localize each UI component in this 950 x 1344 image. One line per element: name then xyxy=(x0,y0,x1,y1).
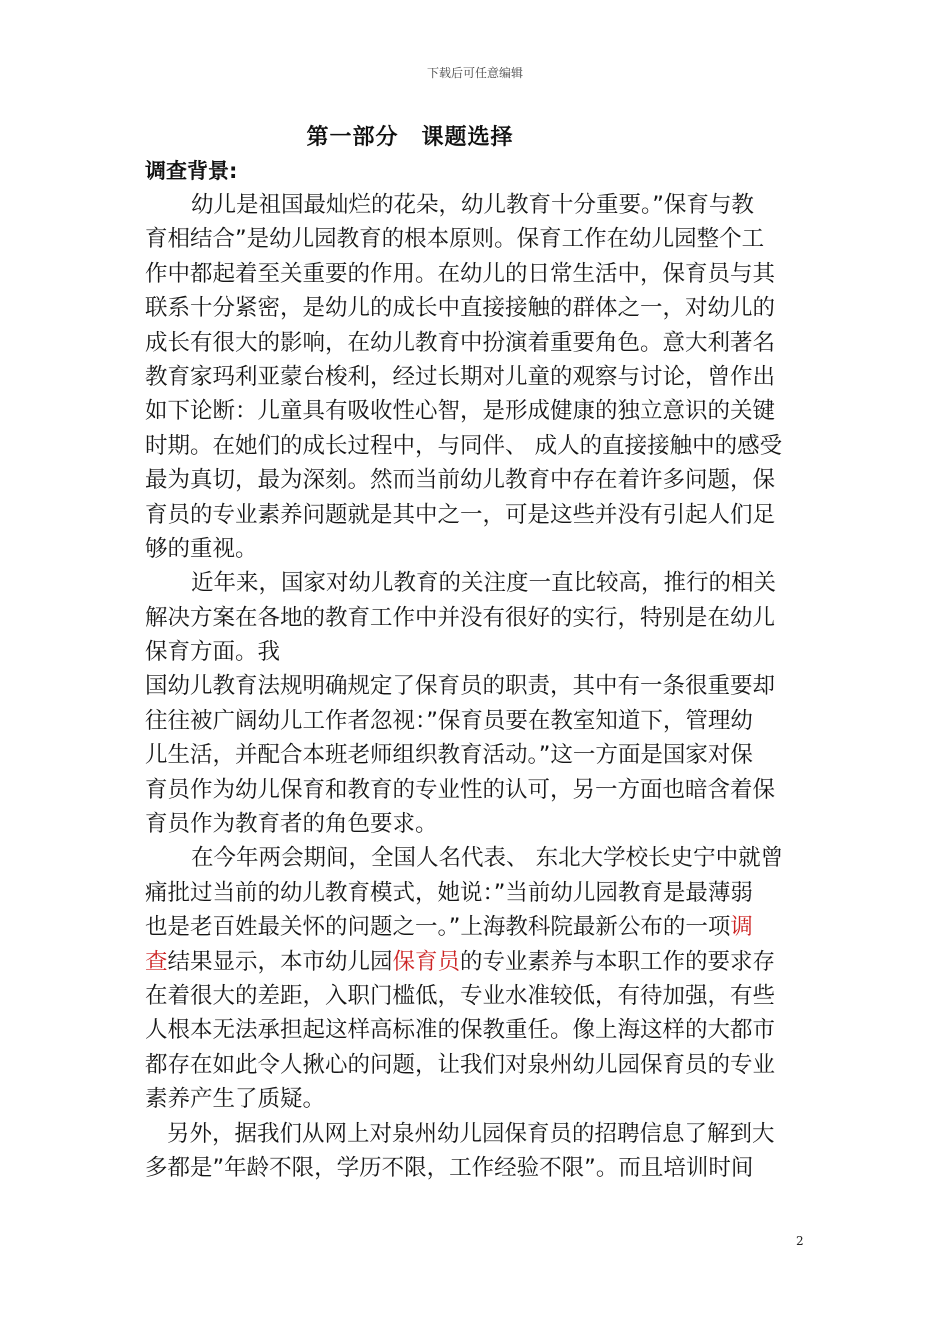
paragraph-line xyxy=(145,910,815,944)
paragraph-line: 育员作为幼儿保育和教育的专业性的认可，另一方面也暗含着保 xyxy=(145,776,776,803)
paragraph-line: 最为真切，最为深刻。然而当前幼儿教育中存在着许多问题，保 xyxy=(145,467,776,494)
section-title: 第一部分 课题选择 xyxy=(306,125,514,150)
paragraph-line: 都存在如此令人揪心的问题，让我们对泉州幼儿园保育员的专业 xyxy=(145,1051,776,1078)
paragraph-line: 成长有很大的影响，在幼儿教育中扮演着重要角色。意大利著名 xyxy=(145,329,776,356)
paragraph-line: 人根本无法承担起这样高标准的保教重任。像上海这样的大都市 xyxy=(145,1017,776,1044)
line-text: 结果显示，本市幼儿园 xyxy=(167,948,393,975)
paragraph-line: 另外，据我们从网上对泉州幼儿园保育员的招聘信息了解到大 xyxy=(167,1120,775,1147)
paragraph-line: 够的重视。 xyxy=(145,535,258,562)
paragraph-line: 如下论断：儿童具有吸收性心智，是形成健康的独立意识的关键 xyxy=(145,398,776,425)
paragraph-line: 在着很大的差距，入职门槛低，专业水准较低，有待加强，有些 xyxy=(145,982,776,1009)
survey-link-continued[interactable]: 查 xyxy=(145,948,168,975)
paragraph-line: 在今年两会期间，全国人名代表、 东北大学校长史宁中就曾 xyxy=(191,845,784,872)
section-subheading: 调查背景: xyxy=(145,159,238,183)
paragraph-line: 国幼儿教育法规明确规定了保育员的职责，其中有一条很重要却 xyxy=(145,673,776,700)
paragraph-line: 痛批过当前的幼儿教育模式，她说：”当前幼儿园教育是最薄弱 xyxy=(145,879,753,906)
paragraph-line: 育员作为教育者的角色要求。 xyxy=(145,811,438,838)
paragraph-line: 幼儿是祖国最灿烂的花朵，幼儿教育十分重要。”保育与教 xyxy=(191,192,754,218)
paragraph-line: 近年来，国家对幼儿教育的关注度一直比较高，推行的相关 xyxy=(191,570,777,597)
body-text xyxy=(145,188,815,1185)
paragraph-line: 育员的专业素养问题就是其中之一，可是这些并没有引起人们足 xyxy=(145,501,776,528)
paragraph-line: 作中都起着至关重要的作用。在幼儿的日常生活中，保育员与其 xyxy=(145,260,776,287)
paragraph-line: 素养产生了质疑。 xyxy=(145,1086,326,1113)
line-text: 也是老百姓最关怀的问题之一。”上海教科院最新公布的一项 xyxy=(145,914,731,941)
paragraph-line: 育相结合”是幼儿园教育的根本原则。保育工作在幼儿园整个工 xyxy=(145,226,765,253)
nursery-teacher-link[interactable]: 保育员 xyxy=(392,948,461,975)
paragraph-line: 多都是”年龄不限，学历不限，工作经验不限”。而且培训时间 xyxy=(145,1154,754,1181)
paragraph-line: 保育方面。我 xyxy=(145,639,281,666)
paragraph-line: 儿生活，并配合本班老师组织教育活动。”这一方面是国家对保 xyxy=(145,742,753,769)
page-header: 下载后可任意编辑 xyxy=(426,66,523,80)
survey-link[interactable]: 调 xyxy=(730,914,753,941)
paragraph-line: 联系十分紧密，是幼儿的成长中直接接触的群体之一，对幼儿的 xyxy=(145,295,776,322)
paragraph-line: 教育家玛利亚蒙台梭利，经过长期对儿童的观察与讨论，曾作出 xyxy=(145,363,776,390)
page-number: 2 xyxy=(796,1234,804,1248)
line-text: 的专业素养与本职工作的要求存 xyxy=(460,948,776,975)
paragraph-line: 解决方案在各地的教育工作中并没有很好的实行，特别是在幼儿 xyxy=(145,604,776,631)
paragraph-line: 时期。在她们的成长过程中，与同伴、 成人的直接接触中的感受 xyxy=(145,432,783,459)
paragraph-line: 往往被广阔幼儿工作者忽视：”保育员要在教室知道下，管理幼 xyxy=(145,707,753,734)
paragraph-line xyxy=(145,945,815,979)
